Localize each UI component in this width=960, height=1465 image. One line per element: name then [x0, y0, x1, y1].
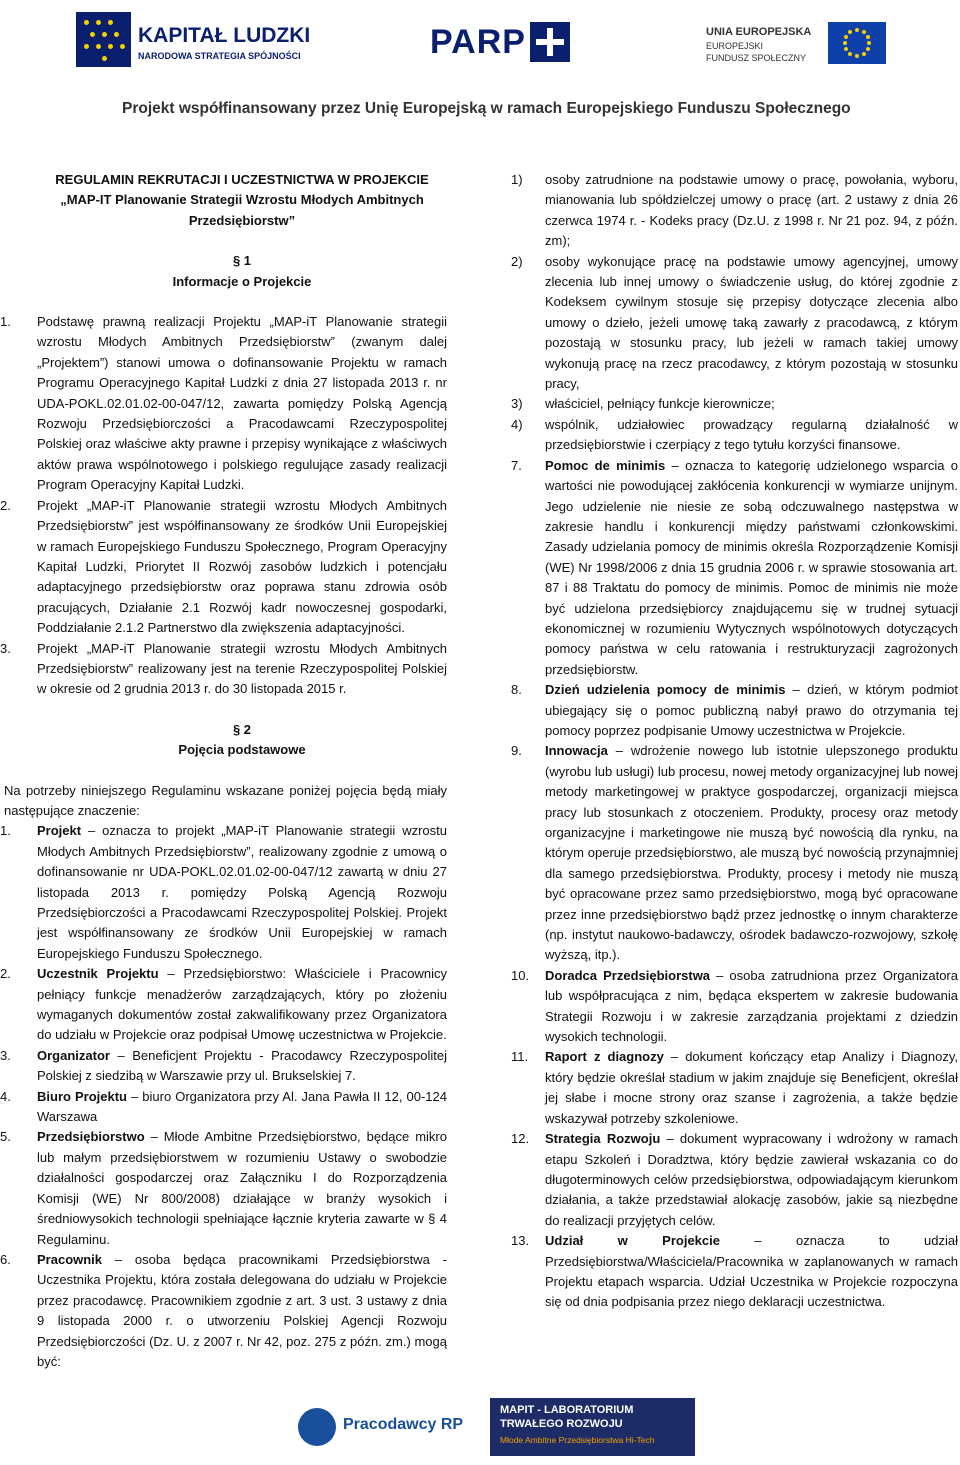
- kapital-ludzki-logo: [76, 12, 311, 68]
- sub-item: 4) wspólnik, udziałowiec prowadzący regularną działalność w przedsiębiorstwie i czerpiący z tego tytułu korzyści finansowe.: [511, 416, 958, 453]
- parp-text: PARP: [430, 22, 526, 61]
- kapital-ludzki-emblem: [76, 12, 131, 67]
- mapit-line2: TRWAŁEGO ROZWOJU: [500, 1418, 623, 1430]
- mapit-line1: MAPIT - LABORATORIUM: [500, 1404, 634, 1416]
- definition-item: 4. Biuro Projektu – biuro Organizatora przy Al. Jana Pawła II 12, 00-124 Warszawa: [0, 1088, 447, 1125]
- parp-mark-icon: [530, 22, 570, 62]
- title-line-1: REGULAMIN REKRUTACJI I UCZESTNICTWA W PROJEKCIE: [55, 172, 429, 187]
- section1-number: § 1: [232, 253, 252, 269]
- definition-item: 7. Pomoc de minimis – oznacza to kategorię udzielonego wsparcia o wartości nie powodującej zakłócenia konkurencji w wymiarze unijnym. Jego udzielenie nie niesie ze sobą odczuwalnego następstwa w zakresie handlu i konkurencji między państwami członkowskimi. Zasady udzielania pomocy de minimis określa Rozporządzenie Komisji (WE) Nr 1998/2006 z dnia 15 grudnia 2006 r. w sprawie stosowania art. 87 i 88 Traktatu do pomocy de minimis. Pomoc de minimis nie może być udzielona przedsiębiorcy znajdującemu się w trudnej sytuacji ekonomicznej w rozumieniu Wytycznych wspólnotowych dotyczących pomocy państwa w celu ratowania i restrukturyzacji zagrożonych przedsiębiorstw.: [511, 457, 958, 677]
- page-footer: [0, 1380, 960, 1465]
- definition-item: 1. Projekt – oznacza to projekt „MAP-iT Planowanie strategii wzrostu Młodych Ambitnych Przedsiębiorstw”, realizowany zgodnie z umową o dofinansowanie nr UDA-POKL.02.01.02-00-047/12 zawartą w dniu 27 listopada 2013 r. pomiędzy Polską Agencją Rozwoju Przedsiębiorczości a Pracodawcami Rzeczypospolitej Polskiej. Projekt jest współfinansowany ze środków Unii Europejskiej w ramach Europejskiego Funduszu Społecznego.: [0, 823, 447, 961]
- eu-title: UNIA EUROPEJSKA: [706, 26, 812, 38]
- section2-heading: [37, 720, 447, 761]
- section1-list: [0, 312, 447, 700]
- document-title: [37, 170, 447, 231]
- title-line-2: „MAP-IT Planowanie Strategii Wzrostu Młodych Ambitnych: [60, 192, 424, 208]
- eu-flag-icon: [828, 22, 886, 64]
- section2-list: [0, 821, 447, 1372]
- sub-item: 3) właściciel, pełniący funkcje kierownicze;: [511, 396, 775, 412]
- list-item: 3. Projekt „MAP-iT Planowanie strategii wzrostu Młodych Ambitnych Przedsiębiorstw” realizowany jest na terenie Rzeczypospolitej Polskiej w okresie od 2 grudnia 2013 r. do 30 listopada 2015 r.: [0, 640, 447, 697]
- list-item: 1. Podstawę prawną realizacji Projektu „MAP-iT Planowanie strategii wzrostu Młodych Ambitnych Przedsiębiorstw” (zwanym dalej „Projektem”) stanowi umowa o dofinansowanie Projektu w ramach Programu Operacyjnego Kapitał Ludzki z dnia 27 listopada 2013 r. nr UDA-POKL.02.01.02-00-047/12, zawarta pomiędzy Polską Agencją Rozwoju Przedsiębiorczości a Pracodawcami Rzeczypospolitej Polskiej oraz właściwe akty prawne i przepisy wynikające z właściwych aktów prawa wspólnotowego i polskiego regulujące zasady realizacji Program Operacyjny Kapitał Ludzki.: [0, 314, 447, 493]
- eu-logo: [706, 22, 886, 72]
- definition-item: 8. Dzień udzielenia pomocy de minimis – dzień, w którym podmiot ubiegający się o pomoc publiczną nabył prawo do otrzymania tej pomocy poprzez podpisanie Umowy uczestnictwa w Projekcie.: [511, 682, 958, 738]
- definition-item: 12. Strategia Rozwoju – dokument wypracowany i wdrożony w ramach etapu Szkoleń i Doradztwa, który będzie zawierał wskazania co do długoterminowych celów przedsiębiorstwa, odpowiadającym kierunkom działania, a także przedstawiał alokację zasobów, jakie są niezbędne do realizacji przyjętych celów.: [511, 1131, 958, 1228]
- definition-item: 13. Udział w Projekcie – oznacza to udział Przedsiębiorstwa/Właściciela/Pracownika w zaplanowanych w ramach Projektu etapach wsparcia. Udział Uczestnika w Projekcie rozpoczyna się od dnia podpisania przez niego deklaracji uczestnictwa.: [511, 1233, 959, 1310]
- section1-heading: [37, 251, 447, 292]
- pracodawcy-rp-text: Pracodawcy RP: [343, 1416, 464, 1433]
- definition-item: 11. Raport z diagnozy – dokument kończący etap Analizy i Diagnozy, który będzie określał stadium w jakim znajduje się Beneficjent, określał jej słabe i mocne strony oraz szanse i zagrożenia, a także będzie wskazywał potrzeby szkoleniowe.: [511, 1049, 958, 1126]
- section2-intro: Na potrzeby niniejszego Regulaminu wskazane poniżej pojęcia będą miały następujące znaczenie:: [4, 782, 447, 818]
- definitions-continued: [511, 456, 959, 1313]
- right-column: [511, 170, 959, 1313]
- parp-logo: [430, 22, 570, 62]
- pracodawcy-rp-logo: [298, 1408, 473, 1448]
- pracodawcy-rp-emblem-icon: [298, 1408, 336, 1446]
- left-column: [0, 170, 447, 1372]
- definition-item: 6. Pracownik – osoba będąca pracownikami Przedsiębiorstwa - Uczestnika Projektu, która została delegowana do udziału w Projekcie przez pracodawcę. Pracownikiem zgodnie z art. 3 ust. 3 ustawy z dnia 9 listopada 2000 r. o utworzeniu Polskiej Agencji Rozwoju Przedsiębiorczości (Dz. U. z 2007 r. Nr 42, poz. 275 z późn. zm.) mogą być:: [0, 1251, 447, 1369]
- section2-title: Pojęcia podstawowe: [178, 742, 306, 758]
- mapit-logo: [490, 1398, 695, 1456]
- definition-item: 2. Uczestnik Projektu – Przedsiębiorstwo: Właściciele i Pracownicy pełniący funkcje menadżerów zarządzających, który po złożeniu wymaganych dokumentów został zakwalifikowany przez Organizatora do udziału w Projekcie oraz podpisał Umowę uczestnictwa w Projekcie.: [0, 966, 447, 1043]
- kl-subtitle: NARODOWA STRATEGIA SPÓJNOŚCI: [138, 51, 301, 61]
- page-header: [0, 0, 960, 117]
- definition-item: 9. Innowacja – wdrożenie nowego lub istotnie ulepszonego produktu (wyrobu lub usługi) lub procesu, nowej metody organizacyjnej lub nowej metody marketingowej w praktyce gospodarczej, organizacji miejsca pracy lub stosunkach z otoczeniem. Produkty, procesy oraz metody organizacyjne i marketingowe nie muszą być nowością dla rynku, na którym operuje przedsiębiorstwo, ale muszą być nowością przynajmniej dla samego przedsiębiorstwa. Produkty, procesy i metody nie muszą być opracowane przez samo przedsiębiorstwo, mogą być opracowane przez inne przedsiębiorstwo bądź przez jednostkę o innym charakterze (np. instytut naukowo-badawczy, ośrodek badawczo-rozwojowy, szkołę wyższą, itp.).: [511, 743, 958, 963]
- sub-item: 2) osoby wykonujące pracę na podstawie umowy agencyjnej, umowy zlecenia lub innej umowy o świadczenie usług, do której zgodnie z Kodeksem cywilnym stosuje się przepisy dotyczące zlecenia albo umowy o dzieło, jeżeli umowę taką zawarły z pracodawcą, z którym pozostają w stosunku pracy, lub jeżeli w ramach takiej umowy wykonują pracę na rzecz pracodawcy, z którym pozostają w stosunku pracy,: [511, 253, 958, 392]
- employee-subitems: [511, 170, 958, 456]
- section1-title: Informacje o Projekcie: [172, 273, 312, 289]
- definition-item: 3. Organizator – Beneficjent Projektu - Pracodawcy Rzeczypospolitej Polskiej z siedzibą w Warszawie przy ul. Brukselskiej 7.: [0, 1047, 447, 1084]
- definition-item: 10. Doradca Przedsiębiorstwa – osoba zatrudniona przez Organizatora lub współpracująca z nim, będąca ekspertem w zakresie budowania Strategii Rozwoju i w zakresie zarządzania projektami z dziedzin wysokich technologii.: [511, 967, 958, 1045]
- list-item: 2. Projekt „MAP-iT Planowanie strategii wzrostu Młodych Ambitnych Przedsiębiorstw” jest współfinansowany ze środków Unii Europejskiej w ramach Europejskiego Funduszu Społecznego, Program Operacyjny Kapitał Ludzki, Priorytet II Rozwój zasobów ludzkich i potencjału adaptacyjnego przedsiębiorstw oraz poprawa stanu zdrowia osób pracujących, Działanie 2.1 Rozwój kadr nowoczesnej gospodarki, Poddziałanie 2.1.2 Partnerstwo dla zwiększenia adaptacyjności.: [0, 497, 447, 636]
- eu-line2: EUROPEJSKI: [706, 41, 764, 51]
- kl-title: KAPITAŁ LUDZKI: [138, 24, 311, 47]
- mapit-line3: Młode Ambitne Przedsiębiorstwa Hi-Tech: [500, 1435, 655, 1445]
- eu-line3: FUNDUSZ SPOŁECZNY: [706, 53, 807, 63]
- cofinancing-banner: Projekt współfinansowany przez Unię Europejską w ramach Europejskiego Funduszu Społecznego: [122, 100, 851, 117]
- title-line-3: Przedsiębiorstw”: [188, 212, 296, 228]
- sub-item: 1) osoby zatrudnione na podstawie umowy o pracę, powołania, wyboru, mianowania lub spółdzielczej umowy o pracę (art. 2 ustawy z dnia 26 czerwca 1974 r. - Kodeks pracy (Dz.U. z 1998 r. Nr 21 poz. 94, z późn. zm);: [511, 172, 958, 249]
- section2-number: § 2: [232, 721, 252, 737]
- definition-item: 5. Przedsiębiorstwo – Młode Ambitne Przedsiębiorstwo, będące mikro lub małym przedsiębiorstwem w rozumieniu Ustawy o swobodzie działalności gospodarczej oraz Załączniku I do Rozporządzenia Komisji (WE) Nr 800/2008) działające w branży wysokich i średniowysokich technologii spełniające łącznie kryteria zawarte w § 4 Regulaminu.: [0, 1129, 447, 1247]
